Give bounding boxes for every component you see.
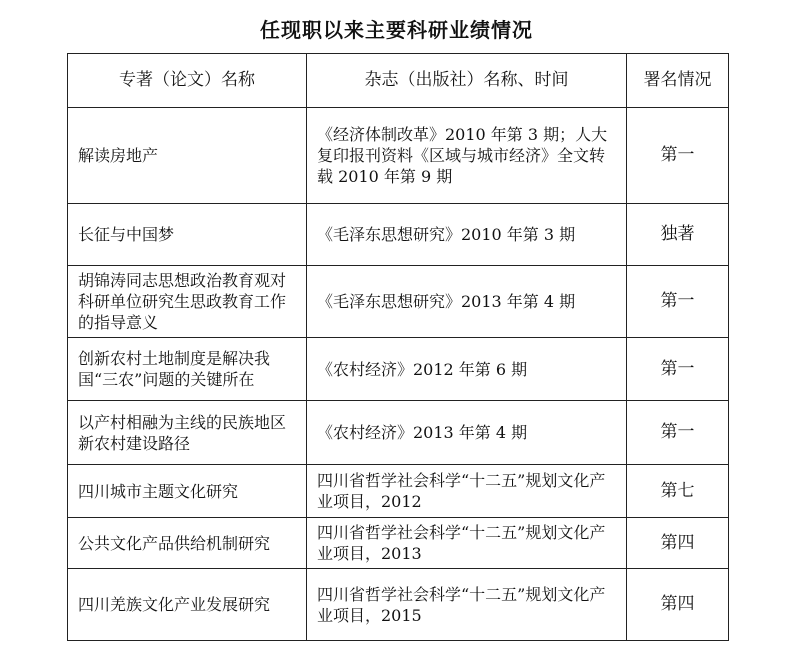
authorship-rank: 第一 [627,266,729,338]
table-row [68,569,729,641]
header-publication: 杂志（出版社）名称、时间 [307,54,627,108]
work-title: 长征与中国梦 [68,204,307,266]
publication-info: 《经济体制改革》2010 年第 3 期；人大复印报刊资料《区域与城市经济》全文转载 2010 年第 9 期 [307,108,627,204]
publication-info: 四川省哲学社会科学“十二五”规划文化产业项目，2015 [307,569,627,641]
work-title: 胡锦涛同志思想政治教育观对科研单位研究生思政教育工作的指导意义 [68,266,307,338]
authorship-rank: 第一 [627,401,729,465]
table-row [68,518,729,569]
research-records-table [67,53,729,641]
publication-info: 《农村经济》2013 年第 4 期 [307,401,627,465]
table-row [68,204,729,266]
work-title: 创新农村土地制度是解决我国“三农”问题的关键所在 [68,338,307,401]
publication-info: 《毛泽东思想研究》2013 年第 4 期 [307,266,627,338]
publication-info: 《农村经济》2012 年第 6 期 [307,338,627,401]
table-row [68,465,729,518]
work-title: 公共文化产品供给机制研究 [68,518,307,569]
document-title: 任现职以来主要科研业绩情况 [260,18,533,42]
table-row [68,266,729,338]
table-header-row [68,54,729,108]
publication-info: 四川省哲学社会科学“十二五”规划文化产业项目，2013 [307,518,627,569]
header-authorship: 署名情况 [627,54,729,108]
publication-info: 《毛泽东思想研究》2010 年第 3 期 [307,204,627,266]
authorship-rank: 第一 [627,338,729,401]
authorship-rank: 第一 [627,108,729,204]
work-title: 四川城市主题文化研究 [68,465,307,518]
authorship-rank: 第七 [627,465,729,518]
authorship-rank: 第四 [627,569,729,641]
authorship-rank: 第四 [627,518,729,569]
table-row [68,338,729,401]
authorship-rank: 独著 [627,204,729,266]
work-title: 四川羌族文化产业发展研究 [68,569,307,641]
work-title: 解读房地产 [68,108,307,204]
table-row [68,108,729,204]
header-title: 专著（论文）名称 [68,54,307,108]
work-title: 以产村相融为主线的民族地区新农村建设路径 [68,401,307,465]
publication-info: 四川省哲学社会科学“十二五”规划文化产业项目，2012 [307,465,627,518]
table-row [68,401,729,465]
